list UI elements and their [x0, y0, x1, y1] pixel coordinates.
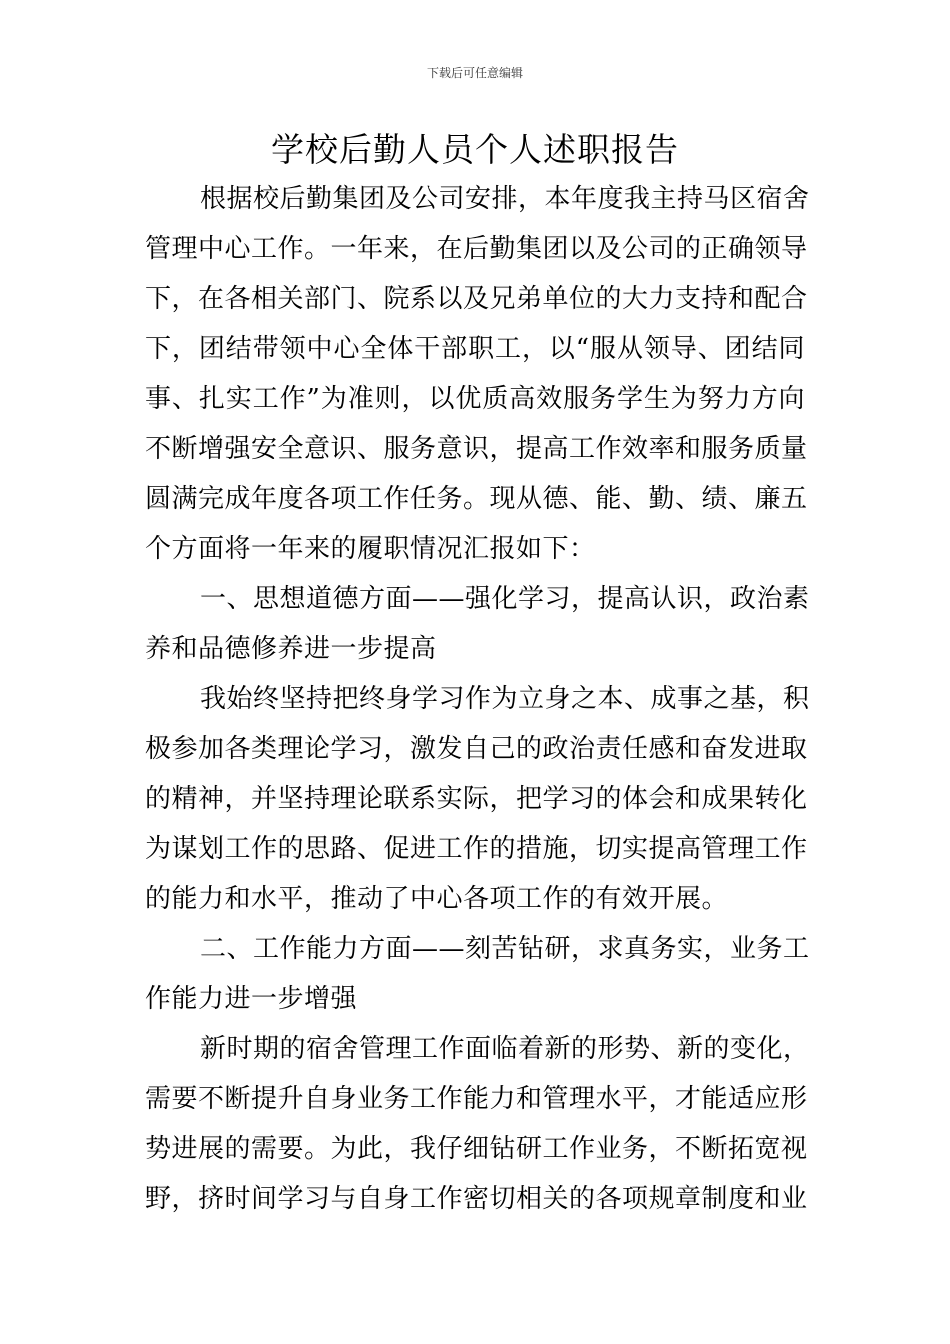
- body-text-line: 事、扎实工作”为准则，以优质高效服务学生为努力方向: [145, 384, 805, 414]
- body-text-line: 我始终坚持把终身学习作为立身之本、成事之基，积: [200, 684, 810, 714]
- body-text-line: 管理中心工作。一年来，在后勤集团以及公司的正确领导: [145, 234, 808, 264]
- body-text-line: 作能力进一步增强: [145, 984, 358, 1014]
- body-text-line: 势进展的需要。为此，我仔细钻研工作业务，不断拓宽视: [145, 1134, 808, 1164]
- body-text-line: 一、思想道德方面——强化学习，提高认识，政治素: [200, 584, 810, 614]
- header-watermark: 下载后可任意编辑: [426, 66, 523, 80]
- body-text-line: 的精神，并坚持理论联系实际，把学习的体会和成果转化: [145, 784, 808, 814]
- body-text-line: 二、工作能力方面——刻苦钻研，求真务实，业务工: [200, 934, 810, 964]
- body-text-line: 圆满完成年度各项工作任务。现从德、能、勤、绩、廉五: [145, 484, 808, 514]
- body-text-line: 下，团结带领中心全体干部职工，以“服从领导、团结同: [145, 334, 805, 364]
- body-text-line: 需要不断提升自身业务工作能力和管理水平，才能适应形: [145, 1084, 808, 1114]
- body-text-line: 根据校后勤集团及公司安排，本年度我主持马区宿舍: [200, 184, 810, 214]
- body-text-line: 不断增强安全意识、服务意识，提高工作效率和服务质量: [145, 434, 808, 464]
- body-text-line: 的能力和水平，推动了中心各项工作的有效开展。: [145, 884, 729, 914]
- document-title: 学校后勤人员个人述职报告: [271, 130, 679, 169]
- body-text-line: 极参加各类理论学习，激发自己的政治责任感和奋发进取: [145, 734, 808, 764]
- body-text-line: 下，在各相关部门、院系以及兄弟单位的大力支持和配合: [145, 284, 808, 314]
- body-text-line: 野，挤时间学习与自身工作密切相关的各项规章制度和业: [145, 1184, 808, 1214]
- body-text-line: 个方面将一年来的履职情况汇报如下：: [145, 534, 596, 564]
- body-text-line: 养和品德修养进一步提高: [145, 634, 437, 664]
- document-body: [145, 174, 810, 1224]
- body-text-line: 新时期的宿舍管理工作面临着新的形势、新的变化，: [200, 1034, 810, 1064]
- body-text-line: 为谋划工作的思路、促进工作的措施，切实提高管理工作: [145, 834, 808, 864]
